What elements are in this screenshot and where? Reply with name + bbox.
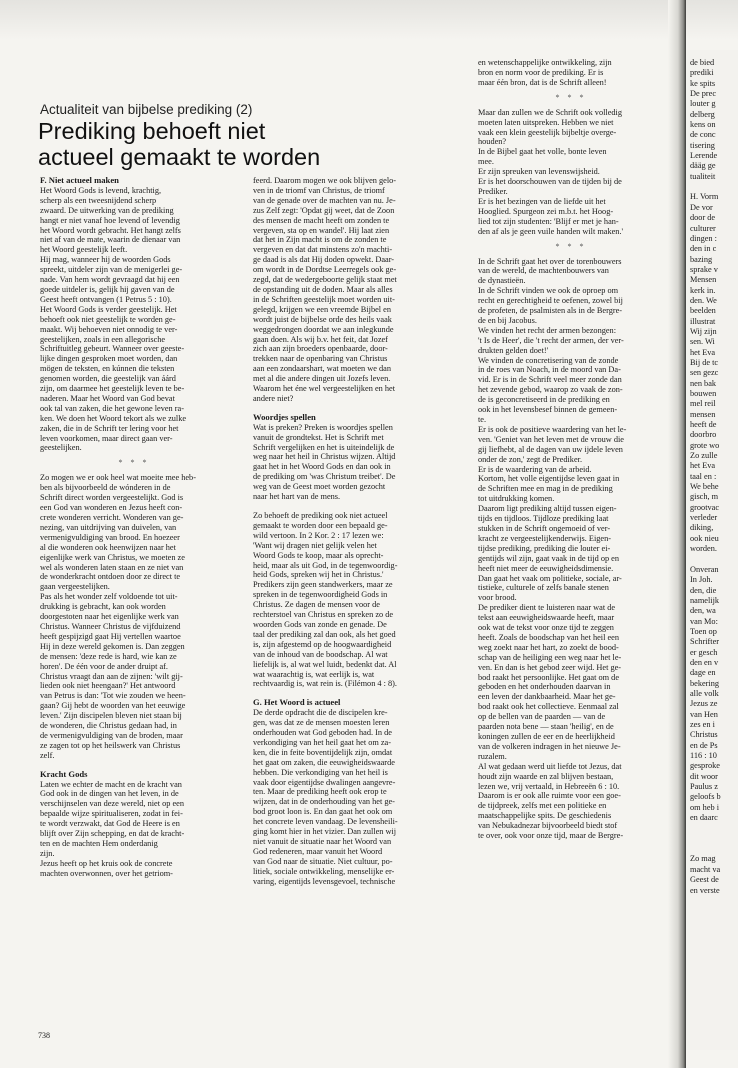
paragraph: Laten we echter de macht en de kracht van God ook in de dingen van het leven, in de verschijnselen van deze wereld, niet op een bepaalde wijze spiritualiseren, zodat in fei- te wordt verzwakt, dat God de Heere is en blijft over Zijn schepping, en dat de kracht- ten en de machten Hem onderdanig zijn. <box>40 779 185 858</box>
paragraph: In de Schrift vinden we ook de oproep om recht en gerechtigheid te oefenen, zowel bij de profeten, de psalmisten als in de Bergre- de en bij Jacobus. <box>478 286 623 325</box>
section-heading: Kracht Gods <box>40 768 88 779</box>
column-3 <box>478 58 664 841</box>
facing-page-fragment <box>686 50 738 1050</box>
paragraph: Jezus heeft op het kruis ook de concrete machten overwonnen, over het getriom- <box>40 858 173 878</box>
section-heading: Woordjes spellen <box>253 411 316 422</box>
paragraph: De derde opdracht die de discipelen kre- gen, was dat ze de mensen moesten leren onderhouden wat God geboden had. In de verkondiging van het heil gaat het om za- ken, die in feite boventijdelijk zijn, omdat het gaat om zaken, die eeuwigheidswaarde hebben. Die verkondiging van het heil is vaak door eigentijdse dwalingen aangevre- ten. Maar de prediking heeft ook erop te wijzen, dat in de onderhouding van het ge- bod groot loon is. En dan gaat het ook om het concrete leven vandaag. De levensheili- ging komt hier in het vizier. Dan zullen wij niet vanuit de situatie naar het Woord van God redeneren, maar vanuit het Woord van God naar de situatie. Niet cultuur, po- litiek, sociale ontwikkeling, menselijke er- varing, eigentijds levensgevoel, technische <box>253 708 398 886</box>
facing-page-text: de bied prediki ke spits De prec louter g delberg kens on de conc tisering Lerende dääg ge tualiteit H. Vorm De vor door de culturer dingen : den in c bazing sprake v Mensen kerk in. den. We beelden illustrat Wij zijn sen. Wi het Eva Bij de tc sen gezc nen bak bouwen mel reil mensen heeft de doorbro grote wo Zo zulle het Eva taal en : We behe gisch, m grootvac verleder diking, ook nieu worden. Onveran In Joh. den, die namelijk den, wa van Mo: Toen op Schrifter er gesch den en v dage en bekering alle volk Jezus ze van Hen zes en i Christus en de Ps 116 : 10 gesproke dit woor Paulus z geloofs b om heb i en daarc Zo mag macht va Geest de en verste <box>690 58 721 895</box>
page-number: 738 <box>38 1031 50 1040</box>
section-separator: * * * <box>555 92 587 102</box>
column-2 <box>253 176 443 887</box>
section-heading: G. Het Woord is actueel <box>253 697 341 708</box>
section-separator: * * * <box>555 241 587 251</box>
paragraph: Er is het doorschouwen van de tijden bij de Prediker. <box>478 177 622 196</box>
paragraph: Het Woord Gods is verder geestelijk. Het behoeft ook niet geestelijk te worden ge- maakt. Wij behoeven niet onnodig te ver- geestelijken, zoals in een allegorische Schriftuitleg gebeurt. Wanneer over geeste- lijke dingen gesproken moet worden, dan mögen de teksten, en kúnnen die teksten genomen worden, die geestelijk van áárd zijn, om daarmee het geestelijk leven te be- naderen. Maar het Woord van God bevat ook tal van zaken, die het gewone leven ra- ken. We doen het Woord tekort als we zulke zaken, die in de Schrift ter lering voor het leven voorkomen, maar direct gaan ver- geestelijken. <box>40 304 187 453</box>
article-title: Prediking behoeft niet actueel gemaakt te worden <box>38 118 321 170</box>
paragraph: en wetenschappelijke ontwikkeling, zijn bron en norm voor de prediking. Er is maar één bron, dat is de Schrift alleen! <box>478 58 612 87</box>
book-gutter <box>668 0 686 1068</box>
paragraph: Er zijn spreuken van levenswijsheid. <box>478 167 600 177</box>
paragraph: Hij mag, wanneer hij de woorden Gods spreekt, uitdeler zijn van de menigerlei ge- nade. Van hem wordt gevraagd dat hij een goede uitdeler is, gelijk hij gaven van de Geest heeft ontvangen (1 Petrus 5 : 10). <box>40 255 183 304</box>
column-1 <box>40 176 228 879</box>
paragraph: Zo behoeft de prediking ook niet actueel gemaakt te worden door een bepaald ge- wild vertoon. In 2 Kor. 2 : 17 lezen we: 'Want wij dragen niet gelijk velen het Woord Gods te koop, maar als oprecht- heid, maar als uit God, in de tegenwoordig- heid Gods, spreken wij het in Christus.' Predikers zijn geen standwerkers, maar ze spreken in de tegenwoordigheid Gods in Christus. Ze dagen de mensen voor de rechterstoel van Christus en spreken zo de woorden Gods van zonde en genade. De taal der prediking zal dan ook, als het goed is, zijn afgestemd op de hoogwaardigheid van de inhoud van de boodschap. Al wat liefelijk is, al wat wel luidt, bedenkt dat. Al wat waarachtig is, wat eerlijk is, wat rechtvaardig is, wat rein is. (Filémon 4 : 8). <box>253 511 398 689</box>
paragraph: In de Bijbel gaat het volle, bonte leven mee. <box>478 147 607 167</box>
paragraph: Maar dan zullen we de Schrift ook volledig moeten laten uitspreken. Hebben we niet vaak een klein geestelijk bijbeltje overge- houden? <box>478 107 623 147</box>
paragraph: Pas als het wonder zelf voldoende tot uit- drukking is gebracht, kan ook worden doorgestoten naar het eigenlijke werk van Christus. Wanneer Christus de vijfduizend heeft gespijzigd gaat Hij vertellen waartoe Hij in deze wereld gekomen is. Dan zeggen de mensen: 'deze rede is hard, wie kan ze horen'. De één voor de ander druipt af. Christus vraagt dan aan de zijnen: 'wilt gij- lieden ook niet heengaan?' Het antwoord van Petrus is dan: 'Tot wie zouden we heen- gaan? Gij hebt de woorden van het eeuwige leven.' Zijn discipelen bleven niet staan bij de wonderen, die Christus gedaan had, in de vermenigvuldiging van de broden, maar ze zagen tot op het heilswerk van Christus zelf. <box>40 592 186 760</box>
paragraph: Daarom ligt prediking altijd tussen eigen- tijds en tijdloos. Tijdloze prediking laat stukken in de Schrift ongemoeid of ver- kracht ze vergeestelijkenderwijs. Eigen- tijdse prediking, prediking die louter ei- gentijds wil zijn, gaat vaak in de tijd op en heeft niet meer de eeuwigheidsdimensie. Dan gaat het vaak om politieke, sociale, ar- tistieke, culturele of zelfs banale stenen voor brood. <box>478 504 622 603</box>
paragraph: Het Woord Gods is levend, krachtig, scherp als een tweesnijdend scherp zwaard. De uitwerking van de prediking hangt er niet vanaf hoe levend of levendig het Woord wordt gebracht. Het hangt zelfs niet af van de mate, waarin de dienaar van het Woord geestelijk leeft. <box>40 185 181 255</box>
paragraph: Er is de waardering van de arbeid. <box>478 464 592 474</box>
paragraph: Kortom, het volle eigentijdse leven gaat in de Schriften mee en mag in de prediking tot uitdrukking komen. <box>478 474 620 504</box>
paragraph: feerd. Daarom mogen we ook blijven gelo- ven in de triomf van Christus, de triomf van de genade over de machten van nu. Je- zus Zelf zegt: 'Opdat gij weet, dat de Zoon des mensen de macht heeft om zonden te vergeven, sta op en wandel'. Hij laat zien dat het in Zijn macht is om de zonden te vergeven en dat dat minstens zo'n machti- ge daad is als dat Hij doden opwekt. Daar- om wordt in de Dordtse Leerregels ook ge- zegd, dat de wedergeboorte gelijk staat met de opstanding uit de doden. Maar als alles in de Schriften geestelijk moet worden uit- gelegd, krijgen we een vreemde Bijbel en wordt juist de bijbelse orde des heils vaak weggedrongen doordat we aan inlegkunde gaan doen. Als wij b.v. het feit, dat Jozef zich aan zijn broeders openbaarde, door- trekken naar de openbaring van Christus aan een zondaarshart, wat moeten we dan met al die andere dingen uit Jozefs leven. Waarom het éne wel vergeestelijken en het andere niet? <box>253 176 397 403</box>
paragraph: De prediker dient te luisteren naar wat de tekst aan eeuwigheidswaarde heeft, maar ook wat de tekst voor onze tijd te zeggen heeft. Zoals de boodschap van het heil een weg zoekt naar het hart, zo zoekt de bood- schap van de heiliging een weg naar het le- ven. En dan is het gebod zeer wijd. Het ge- bod raakt het persoonlijke. Het gaat om de geboden en het onderhouden daarvan in een leven der dankbaarheid. Maar het ge- bod raakt ook het collectieve. Eenmaal zal op de bellen van de paarden — van de paarden nota bene — staan 'heilig', en de koningen zullen de eer en de heerlijkheid van de volkeren indragen in het nieuwe Je- ruzalem. <box>478 603 622 761</box>
paragraph: We vinden de concretisering van de zonde in de roes van Noach, in de moord van Da- vid. Er is in de Schrift veel meer zonde dan het zevende gebod, waarop zo vaak de zon- de is geconcretiseerd in de prediking en ook in het levensbesef binnen de gemeen- te. <box>478 355 623 424</box>
paragraph: Zo mogen we er ook heel wat moeite mee heb- ben als bijvoorbeeld de wónderen in de Schrift direct worden vergeestelijkt. God is een God van wonderen en Jezus heeft con- crete wonderen verricht. Wonderen van ge- nezing, van uitdrijving van duivelen, van vermenigvuldiging van brood. En hoezeer al die wonderen ook heenwijzen naar het eigenlijke werk van Christus, we moeten ze wel als wonderen laten staan en ze niet van de wonderkracht ontdoen door ze direct te gaan vergeestelijken. <box>40 473 196 592</box>
paragraph: We vinden het recht der armen bezongen: 't Is de Heer', die 't recht der armen, der ver- drukten gelden doet!' <box>478 325 624 355</box>
paragraph: In de Schrift gaat het over de torenbouwers van de wereld, de machtenbouwers van de dynastieën. <box>478 256 622 286</box>
paragraph: Wat is preken? Preken is woordjes spellen vanuit de grondtekst. Het is Schrift met Schrift vergelijken en het is uiteindelijk de weg naar het heil in Christus wijzen. Altijd gaat het in het Woord Gods en dan ook in de prediking om 'was Christum treibet'. De weg van de Geest moet worden gezocht naar het hart van de mens. <box>253 422 396 502</box>
section-separator: * * * <box>118 458 150 468</box>
page-top-shadow <box>0 0 738 40</box>
article-kicker: Actualiteit van bijbelse prediking (2) <box>40 102 253 117</box>
paragraph: Er is ook de positieve waardering van het le- ven. 'Geniet van het leven met de vrouw die gij liefhebt, al de dagen van uw ijdele leven onder de zon,' zegt de Prediker. <box>478 424 627 464</box>
section-heading: F. Niet actueel maken <box>40 175 119 185</box>
paragraph: Al wat gedaan werd uit liefde tot Jezus, dat houdt zijn waarde en zal blijven bestaan, lezen we, vrij vertaald, in Hebreeën 6 : 10. Daarom is er ook alle ruimte voor een goe- de tijdpreek, zelfs met een politieke en maatschappelijke spits. De geschiedenis van Nebukadnezar bijvoorbeeld biedt stof te over, ook voor onze tijd, maar de Bergre- <box>478 761 624 841</box>
paragraph: Er is het bezingen van de liefde uit het Hooglied. Spurgeon zei m.b.t. het Hoog- lied tot zijn studenten: 'Blijf er met je han- den af als je geen vuile handen wilt maken.' <box>478 196 624 236</box>
